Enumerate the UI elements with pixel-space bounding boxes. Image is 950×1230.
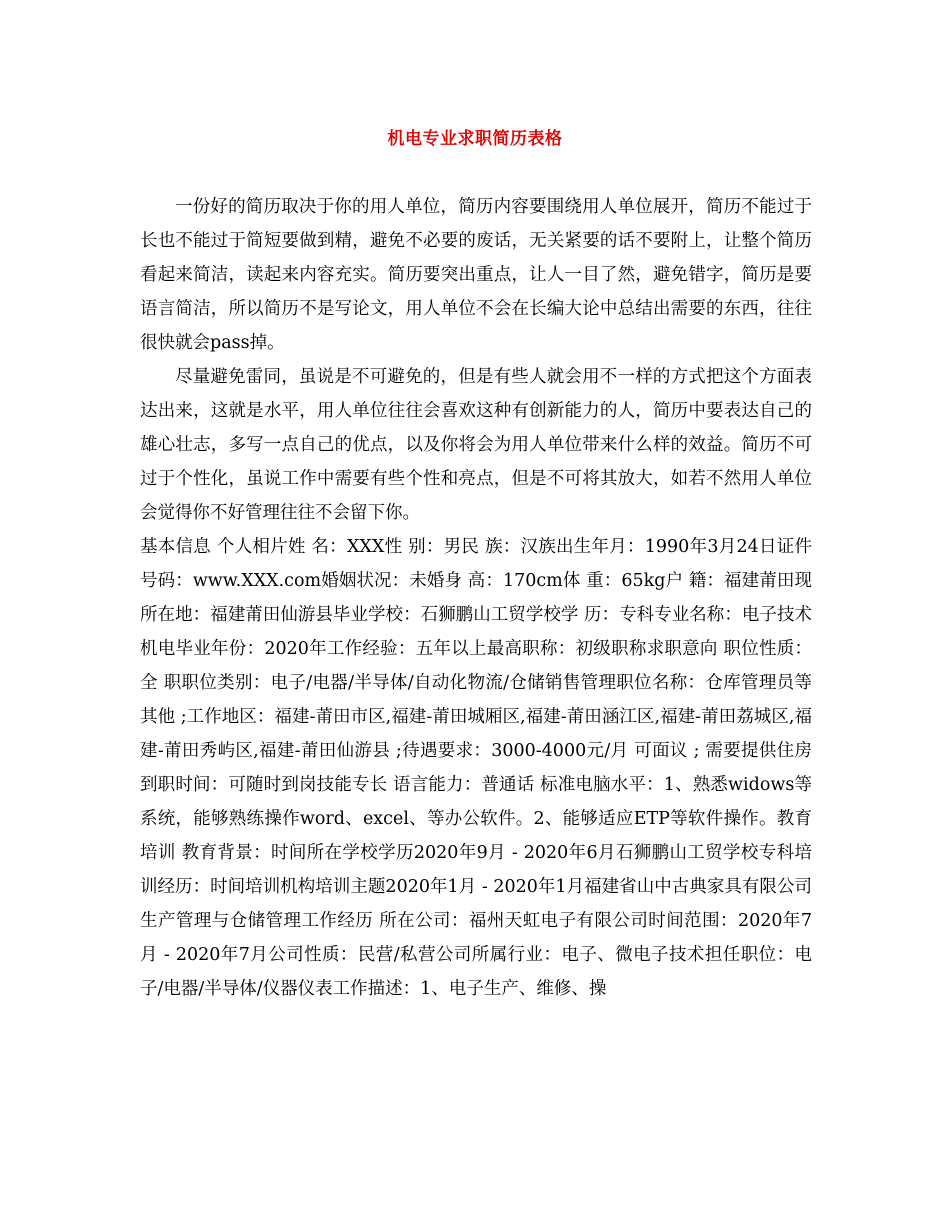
paragraph-advice: 尽量避免雷同，虽说是不可避免的，但是有些人就会用不一样的方式把这个方面表达出来，这就是水平，用人单位往往会喜欢这种有创新能力的人，简历中要表达自己的雄心壮志，多写一点自己的优点，以及你将会为用人单位带来什么样的效益。简历不可过于个性化，虽说工作中需要有些个性和亮点，但是不可将其放大，如若不然用人单位会觉得你不好管理往往不会留下你。: [140, 367, 812, 523]
resume-details: 基本信息 个人相片姓 名：XXX性 别：男民 族：汉族出生年月：1990年3月24日证件号码：www.XXX.com婚姻状况：未婚身 高：170cm体 重：65kg户 籍：福建莆田现所在地：福建莆田仙游县毕业学校：石狮鹏山工贸学校学 历：专科专业名称：电子技术机电毕业年份：2020年工作经验：五年以上最高职称：初级职称求职意向 职位性质：全 职职位类别：电子/电器/半导体/自动化物流/仓储销售管理职位名称：仓库管理员等其他 ;工作地区：福建-莆田市区,福建-莆田城厢区,福建-莆田涵江区,福建-莆田荔城区,福建-莆田秀屿区,福建-莆田仙游县 ;待遇要求：3000-4000元/月 可面议 ; 需要提供住房到职时间：可随时到岗技能专长 语言能力：普通话 标准电脑水平：1、熟悉widows等系统，能够熟练操作word、excel、等办公软件。2、能够适应ETP等软件操作。教育培训 教育背景：时间所在学校学历2020年9月 - 2020年6月石狮鹏山工贸学校专科培训经历：时间培训机构培训主题2020年1月 - 2020年1月福建省山中古典家具有限公司生产管理与仓储管理工作经历 所在公司：福州天虹电子有限公司时间范围：2020年7月 - 2020年7月公司性质：民营/私营公司所属行业：电子、微电子技术担任职位：电子/电器/半导体/仪器仪表工作描述：1、电子生产、维修、操: [140, 537, 812, 999]
document-title: 机电专业求职简历表格: [387, 129, 563, 149]
paragraph-intro: 一份好的简历取决于你的用人单位，简历内容要围绕用人单位展开，简历不能过于长也不能过于简短要做到精，避免不必要的废话，无关紧要的话不要附上，让整个简历看起来简洁，读起来内容充实。简历要突出重点，让人一目了然，避免错字，简历是要语言简洁，所以简历不是写论文，用人单位不会在长编大论中总结出需要的东西，往往很快就会pass掉。: [140, 197, 812, 353]
document-body: [140, 190, 812, 1006]
